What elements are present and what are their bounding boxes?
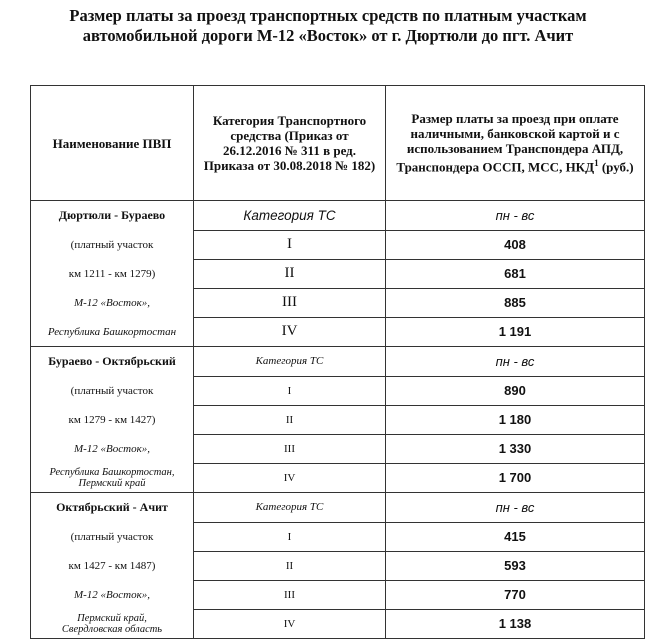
price-cell: 890 — [386, 376, 645, 405]
category-cell: IV — [194, 317, 386, 347]
section-segment: (платный участок — [31, 230, 194, 259]
section-region — [31, 463, 194, 493]
price-cell: 593 — [386, 551, 645, 580]
title-line-2: автомобильной дороги М-12 «Восток» от г. Дюртюли до пгт. Ачит — [82, 26, 574, 45]
days-label: пн - вс — [386, 493, 645, 523]
category-cell: III — [194, 288, 386, 317]
price-cell: 1 191 — [386, 317, 645, 347]
price-cell: 1 330 — [386, 434, 645, 463]
price-cell: 681 — [386, 259, 645, 288]
section-region — [31, 609, 194, 639]
header-fare-unit: (руб.) — [598, 159, 634, 175]
section-region — [31, 317, 194, 347]
table-row — [31, 201, 645, 231]
days-label: пн - вс — [386, 201, 645, 231]
category-cell: I — [194, 376, 386, 405]
table-row — [31, 434, 645, 463]
section-region-line-1: Республика Башкортостан, — [49, 466, 175, 478]
table-row — [31, 376, 645, 405]
table-row — [31, 405, 645, 434]
section-region-line-2: Пермский край — [78, 477, 146, 489]
section-road: М-12 «Восток», — [31, 434, 194, 463]
header-fare-footnote: 1 — [594, 158, 599, 169]
price-cell: 408 — [386, 230, 645, 259]
days-label: пн - вс — [386, 347, 645, 377]
category-label: Категория ТС — [194, 201, 386, 231]
price-cell: 1 700 — [386, 463, 645, 493]
price-cell: 770 — [386, 580, 645, 609]
section-segment: (платный участок — [31, 376, 194, 405]
title-line-1: Размер платы за проезд транспортных средств по платным участкам — [69, 6, 587, 25]
section-km: км 1427 - км 1487) — [31, 551, 194, 580]
price-cell: 885 — [386, 288, 645, 317]
price-cell: 415 — [386, 522, 645, 551]
category-cell: I — [194, 522, 386, 551]
header-point-name: Наименование ПВП — [31, 86, 194, 201]
section-road: М-12 «Восток», — [31, 580, 194, 609]
category-label: Категория ТС — [194, 493, 386, 523]
header-vehicle-category: Категория Транспортного средства (Приказ от 26.12.2016 № 311 в ред. Приказа от 30.08.2018 № 182) — [194, 86, 386, 201]
section-km: км 1279 - км 1427) — [31, 405, 194, 434]
section-name: Бураево - Октябрьский — [31, 347, 194, 377]
table-row — [31, 230, 645, 259]
tariff-table — [30, 85, 645, 639]
section-km: км 1211 - км 1279) — [31, 259, 194, 288]
price-cell: 1 180 — [386, 405, 645, 434]
table-row — [31, 580, 645, 609]
price-cell: 1 138 — [386, 609, 645, 639]
category-label: Категория ТС — [194, 347, 386, 377]
category-cell: I — [194, 230, 386, 259]
category-cell: IV — [194, 463, 386, 493]
category-cell: II — [194, 551, 386, 580]
section-name: Дюртюли - Бураево — [31, 201, 194, 231]
table-row — [31, 288, 645, 317]
section-road: М-12 «Восток», — [31, 288, 194, 317]
table-row — [31, 551, 645, 580]
table-row — [31, 493, 645, 523]
table-header-row — [31, 86, 645, 201]
table-row — [31, 609, 645, 639]
section-region-text: Республика Башкортостан — [47, 325, 177, 338]
section-name: Октябрьский - Ачит — [31, 493, 194, 523]
table-row — [31, 463, 645, 493]
category-cell: IV — [194, 609, 386, 639]
category-cell: II — [194, 259, 386, 288]
section-region-line-2: Свердловская область — [61, 623, 163, 635]
section-segment: (платный участок — [31, 522, 194, 551]
header-fare — [386, 86, 645, 201]
section-region-line-1: Пермский край, — [77, 612, 147, 624]
category-cell: III — [194, 434, 386, 463]
table-row — [31, 347, 645, 377]
table-row — [31, 522, 645, 551]
header-fare-text: Размер платы за проезд при оплате наличными, банковской картой и с использованием Транспондера АПД, Транспондера ОССП, МСС, НКД — [396, 111, 624, 175]
table-row — [31, 317, 645, 347]
category-cell: III — [194, 580, 386, 609]
table-row — [31, 259, 645, 288]
category-cell: II — [194, 405, 386, 434]
page-title — [0, 6, 656, 46]
